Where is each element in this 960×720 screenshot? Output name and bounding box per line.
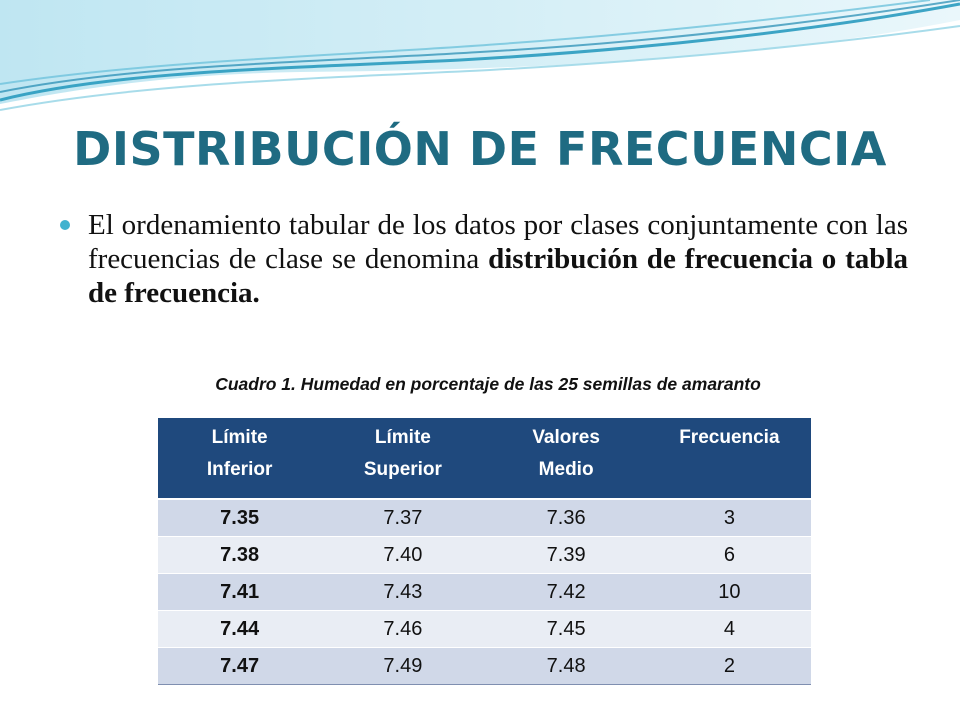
cell-limite-superior: 7.49	[321, 648, 484, 685]
cell-valores-medio: 7.36	[485, 499, 648, 537]
header-line: Superior	[363, 459, 442, 480]
frequency-table	[158, 418, 811, 685]
cell-limite-inferior: 7.38	[158, 537, 321, 574]
decorative-waves	[0, 0, 960, 120]
cell-valores-medio: 7.42	[485, 574, 648, 611]
cell-limite-inferior: 7.44	[158, 611, 321, 648]
slide-title: DISTRIBUCIÓN DE FRECUENCIA	[73, 122, 887, 176]
cell-limite-inferior: 7.41	[158, 574, 321, 611]
table-row	[158, 648, 811, 685]
cell-limite-superior: 7.37	[321, 499, 484, 537]
bullet-dot-icon	[60, 220, 70, 230]
table-caption: Cuadro 1. Humedad en porcentaje de las 25 semillas de amaranto	[215, 374, 761, 394]
cell-frecuencia: 4	[648, 611, 811, 648]
header-line: Frecuencia	[679, 427, 780, 448]
table-row	[158, 574, 811, 611]
cell-frecuencia: 2	[648, 648, 811, 685]
cell-limite-inferior: 7.35	[158, 499, 321, 537]
header-line: Límite	[374, 427, 431, 448]
bullet-text	[88, 208, 908, 310]
cell-limite-superior: 7.40	[321, 537, 484, 574]
table-row	[158, 611, 811, 648]
header-frecuencia	[648, 418, 811, 499]
cell-frecuencia: 3	[648, 499, 811, 537]
cell-limite-inferior: 7.47	[158, 648, 321, 685]
header-line: Valores	[532, 427, 600, 448]
table-header-row	[158, 418, 811, 499]
header-limite-inferior	[158, 418, 321, 499]
cell-limite-superior: 7.46	[321, 611, 484, 648]
bullet-text-plain: El ordenamiento tabular de los datos por clases conjuntamente con las frecuencias de clase se denomina	[88, 209, 908, 275]
header-line: Límite	[211, 427, 268, 448]
table-row	[158, 499, 811, 537]
cell-frecuencia: 6	[648, 537, 811, 574]
header-limite-superior	[321, 418, 484, 499]
cell-valores-medio: 7.45	[485, 611, 648, 648]
cell-valores-medio: 7.39	[485, 537, 648, 574]
bullet-item	[60, 208, 908, 310]
header-line: Medio	[538, 459, 594, 480]
header-valores-medio	[485, 418, 648, 499]
bullet-text-bold: distribución de frecuencia o tabla de frecuencia.	[88, 243, 908, 309]
header-line: Inferior	[206, 459, 273, 480]
cell-limite-superior: 7.43	[321, 574, 484, 611]
cell-valores-medio: 7.48	[485, 648, 648, 685]
table-row	[158, 537, 811, 574]
cell-frecuencia: 10	[648, 574, 811, 611]
